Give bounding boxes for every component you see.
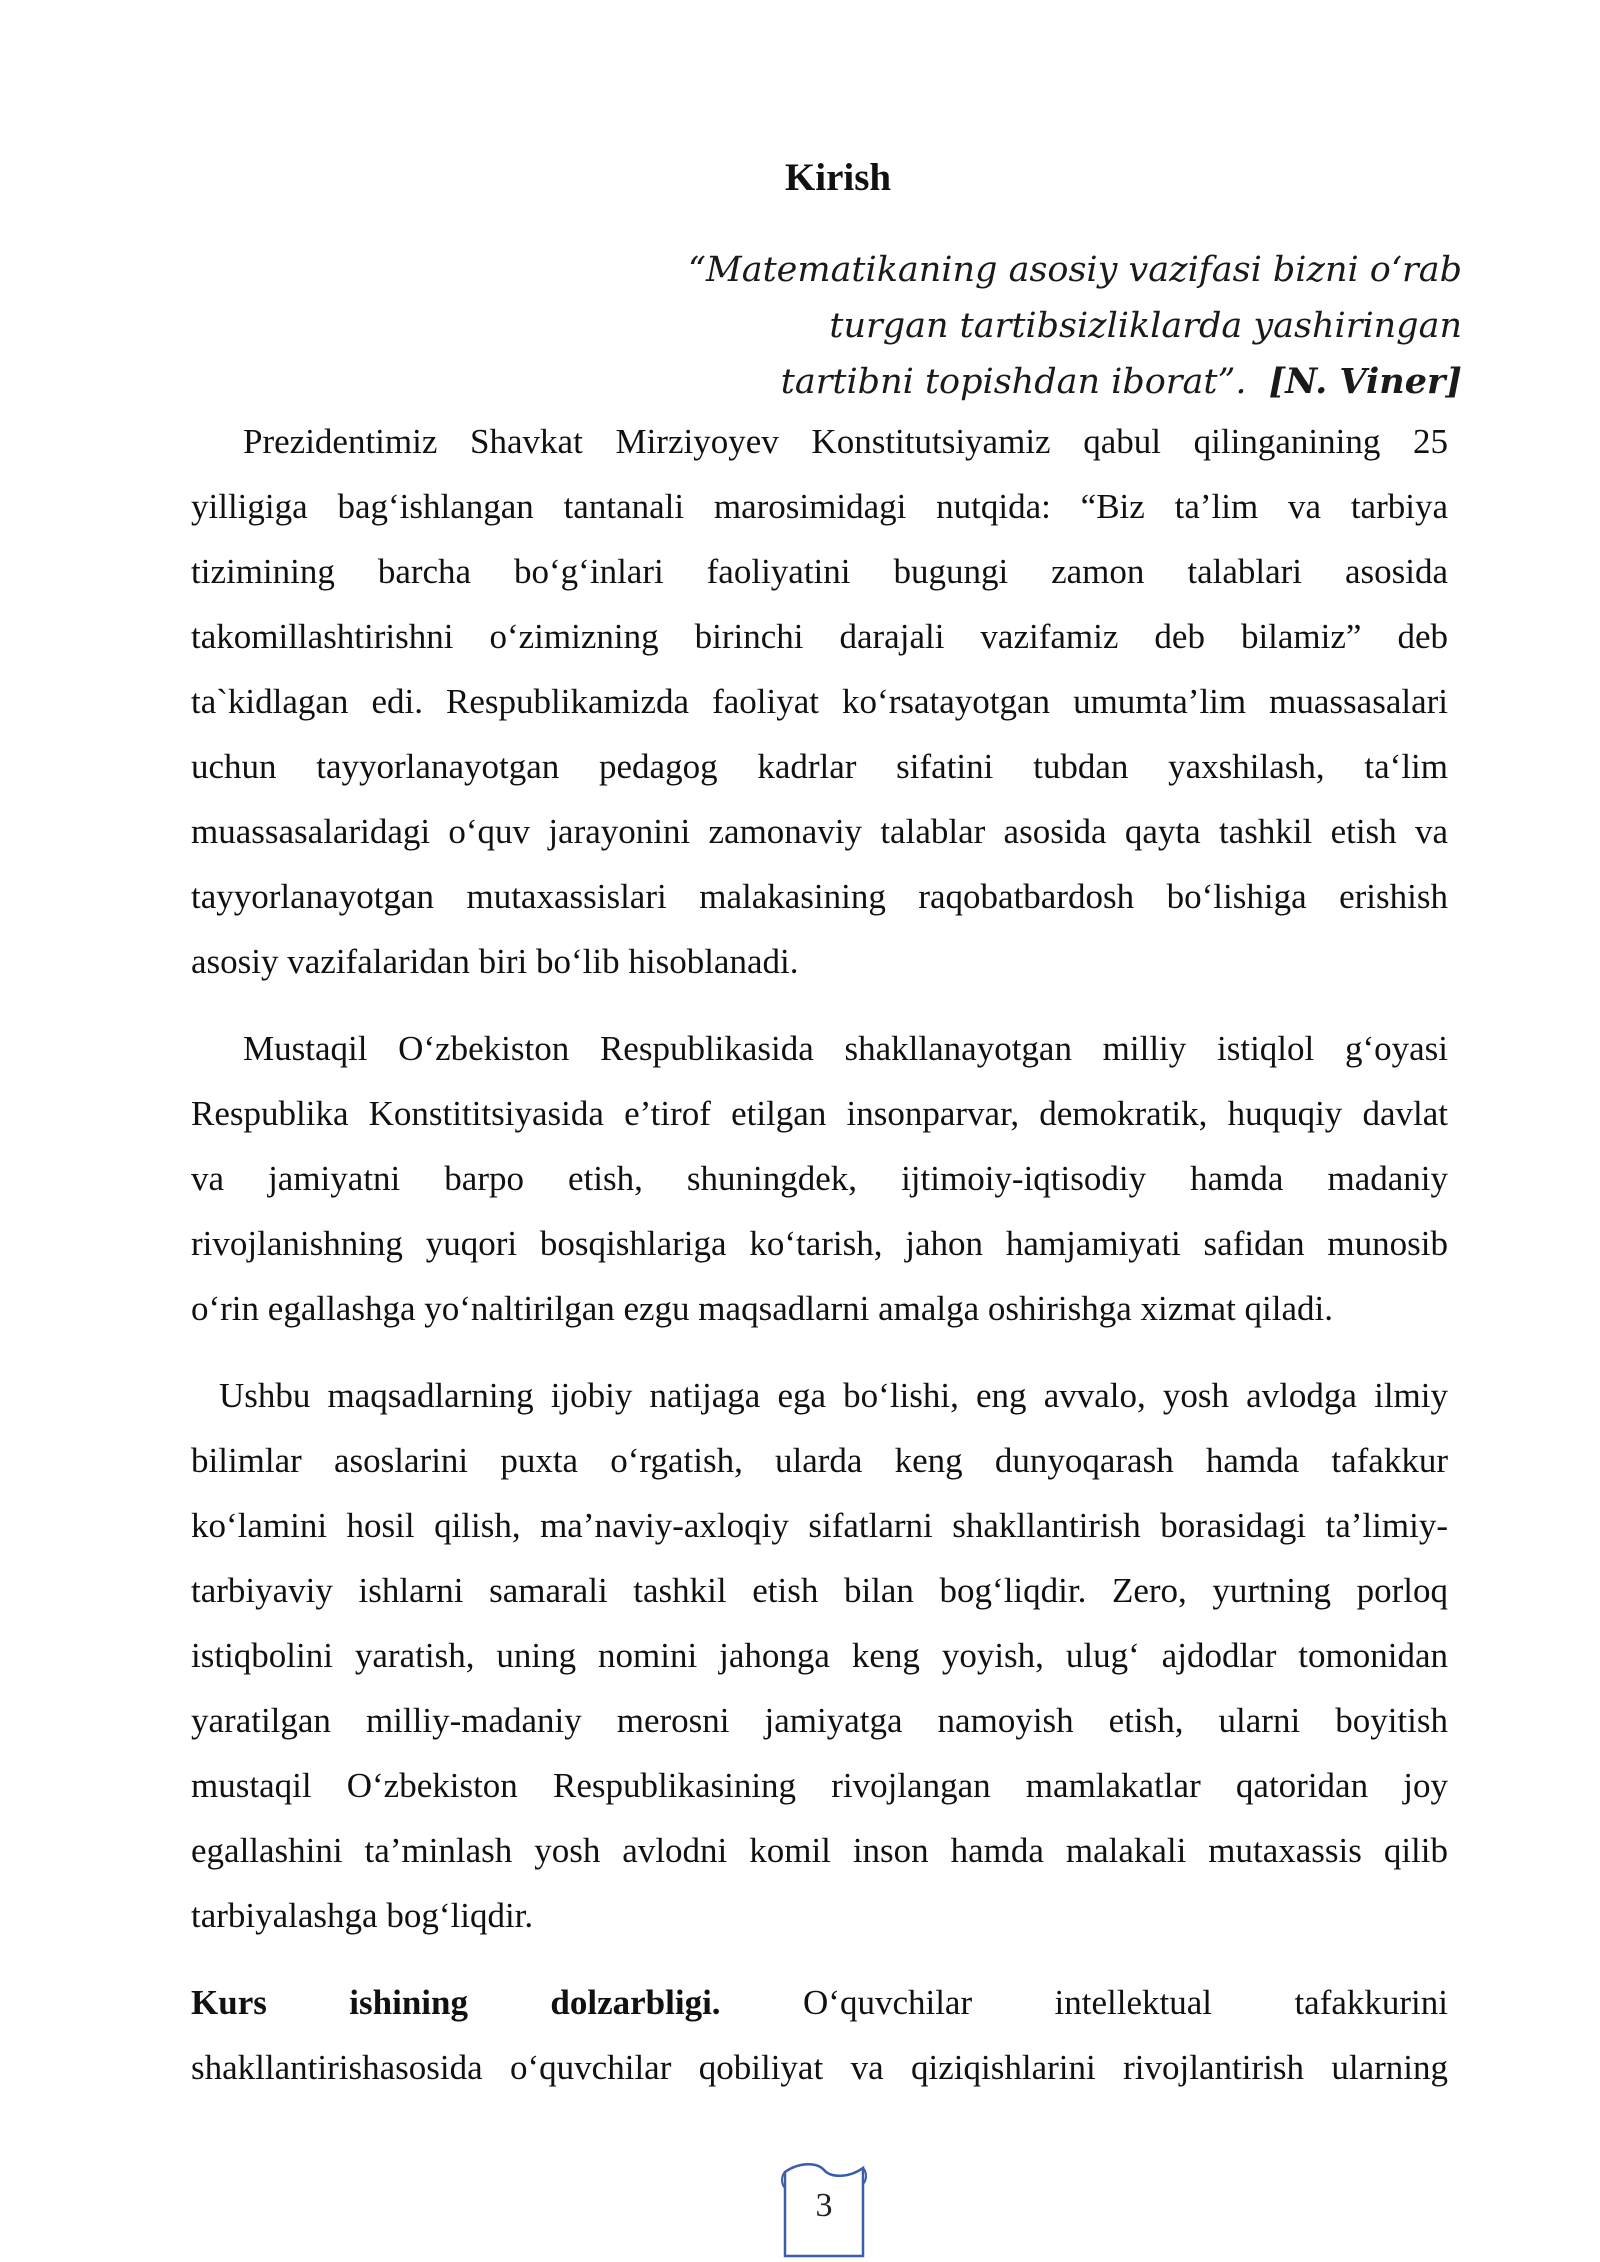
epigraph-line: “Matematikaning asosiy vazifasi bizni o‘rab (688, 250, 1462, 290)
page-number: 3 (815, 2187, 833, 2224)
text-line: tarbiyalashga bog‘liqdir. (191, 1896, 534, 1935)
text-line: Ushbu maqsadlarning ijobiy natijaga ega bo‘lishi, eng avvalo, yosh avlodga ilmiy (219, 1376, 1448, 1415)
paragraph-1 (191, 409, 1448, 994)
text-line: va jamiyatni barpo etish, shuningdek, ijtimoiy-iqtisodiy hamda madaniy (191, 1159, 1448, 1198)
text-line: uchun tayyorlanayotgan pedagog kadrlar sifatini tubdan yaxshilash, ta‘lim (191, 747, 1448, 786)
epigraph (562, 242, 1462, 410)
text-run: O‘quvchilar intellektual tafakkurini (803, 1983, 1449, 2022)
bold-lead: Kurs ishining dolzarbligi. (191, 1983, 721, 2022)
text-line: egallashini ta’minlash yosh avlodni komil inson hamda malakali mutaxassis qilib (191, 1831, 1448, 1870)
text-line: Prezidentimiz Shavkat Mirziyoyev Konstitutsiyamiz qabul qilinganining 25 (243, 422, 1448, 461)
paragraph-3 (191, 1363, 1448, 1948)
text-line: muassasalaridagi o‘quv jarayonini zamonaviy talablar asosida qayta tashkil etish va (191, 812, 1448, 851)
text-line (191, 1970, 1448, 2035)
paragraph-gap (191, 1341, 1448, 1363)
section-heading: Kirish (784, 156, 892, 199)
text-line: yilligiga bag‘ishlangan tantanali marosimidagi nutqida: “Biz ta’lim va tarbiya (191, 487, 1448, 526)
text-line: ko‘lamini hosil qilish, ma’naviy-axloqiy sifatlarni shakllantirish borasidagi ta’limiy- (191, 1506, 1448, 1545)
text-line: o‘rin egallashga yo‘naltirilgan ezgu maqsadlarni amalga oshirishga xizmat qiladi. (191, 1289, 1333, 1328)
text-line: tarbiyaviy ishlarni samarali tashkil etish bilan bog‘liqdir. Zero, yurtning porloq (191, 1571, 1448, 1610)
text-line: rivojlanishning yuqori bosqishlariga ko‘tarish, jahon hamjamiyati safidan munosib (191, 1224, 1448, 1263)
paragraph-4 (191, 1970, 1448, 2100)
epigraph-line (562, 354, 1462, 410)
epigraph-line-text: tartibni topishdan iborat”. (780, 362, 1247, 402)
text-line: shakllantirishasosida o‘quvchilar qobiliyat va qiziqishlarini rivojlantirish ularning (191, 2048, 1448, 2087)
text-line: mustaqil O‘zbekiston Respublikasining rivojlangan mamlakatlar qatoridan joy (191, 1766, 1448, 1805)
paragraph-gap (191, 994, 1448, 1016)
text-line: istiqbolini yaratish, uning nomini jahonga keng yoyish, ulug‘ ajdodlar tomonidan (191, 1636, 1448, 1675)
text-line: asosiy vazifalaridan biri bo‘lib hisoblanadi. (191, 942, 799, 981)
epigraph-author: [N. Viner] (1268, 361, 1462, 402)
paragraph-gap (191, 1948, 1448, 1970)
body-text (191, 409, 1448, 2100)
epigraph-line: turgan tartibsizliklarda yashiringan (829, 306, 1462, 346)
text-line: ta`kidlagan edi. Respublikamizda faoliyat ko‘rsatayotgan umumta’lim muassasalari (191, 682, 1448, 721)
text-line: takomillashtirishni o‘zimizning birinchi darajali vazifamiz deb bilamiz” deb (191, 617, 1448, 656)
page-number-scroll (777, 2160, 871, 2262)
text-line: bilimlar asoslarini puxta o‘rgatish, ularda keng dunyoqarash hamda tafakkur (191, 1441, 1448, 1480)
text-line: yaratilgan milliy-madaniy merosni jamiyatga namoyish etish, ularni boyitish (191, 1701, 1448, 1740)
paragraph-2 (191, 1016, 1448, 1341)
text-line: Mustaqil O‘zbekiston Respublikasida shakllanayotgan milliy istiqlol g‘oyasi (243, 1029, 1448, 1068)
text-line: tayyorlanayotgan mutaxassislari malakasining raqobatbardosh bo‘lishiga erishish (191, 877, 1448, 916)
text-line: tizimining barcha bo‘g‘inlari faoliyatini bugungi zamon talablari asosida (191, 552, 1448, 591)
text-line: Respublika Konstititsiyasida e’tirof etilgan insonparvar, demokratik, huquqiy davlat (191, 1094, 1448, 1133)
